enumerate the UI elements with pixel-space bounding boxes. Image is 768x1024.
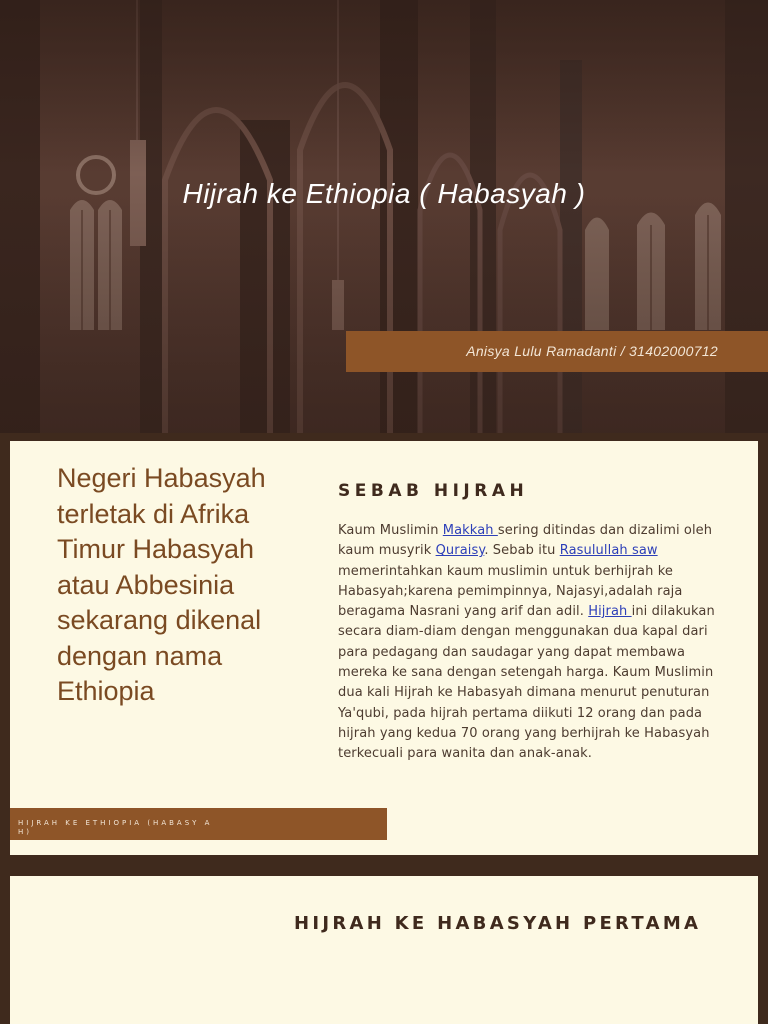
next-slide (10, 876, 758, 1024)
author-bar (346, 331, 768, 372)
link-quraisy[interactable]: Quraisy (435, 543, 485, 559)
habasyah-description: Negeri Habasyah terletak di Afrika Timur Habasyah atau Abbesinia sekarang dikenal dengan nama Ethiopia (57, 463, 266, 706)
slide-footer-text: HIJRAH KE ETHIOPIA (HABASY AH) (18, 819, 213, 836)
section-body (338, 521, 726, 765)
body-text: memerintahkan kaum muslimin untuk berhijrah ke Habasyah;karena pemimpinnya, Najasyi,adalah raja beragama Nasrani yang arif dan adil. (338, 563, 683, 620)
author-name: Anisya Lulu Ramadanti / 31402000712 (466, 343, 718, 359)
section-heading: HIJRAH KE HABASYAH PERTAMA (294, 913, 702, 934)
link-rasulullah[interactable]: Rasulullah saw (559, 543, 658, 559)
body-text: ini dilakukan secara diam-diam dengan menggunakan dua kapal dari para pedagang dan saudagar yang dapat membawa mereka ke sana dengan setengah harga. Kaum Muslimin dua kali Hijrah ke Habasyah dimana menurut penuturan Ya'qubi, pada hijrah pertama diikuti 12 orang dan pada hijrah yang kedua 70 orang yang berhijrah ke Habasyah terkecuali para wanita dan anak-anak. (338, 604, 715, 762)
link-hijrah[interactable]: Hijrah (588, 604, 632, 620)
content-slide (10, 441, 758, 855)
body-text: Kaum Muslimin (338, 523, 443, 538)
presentation-title: Hijrah ke Ethiopia ( Habasyah ) (182, 178, 586, 209)
body-text: sering ditindas dan dizalimi oleh kaum musyrik (338, 523, 713, 559)
body-text: . Sebab itu (484, 543, 560, 559)
link-makkah[interactable]: Makkah (442, 523, 498, 538)
section-heading: SEBAB HIJRAH (338, 481, 529, 501)
slide-footer-bar (10, 808, 387, 840)
title-slide (0, 0, 768, 433)
